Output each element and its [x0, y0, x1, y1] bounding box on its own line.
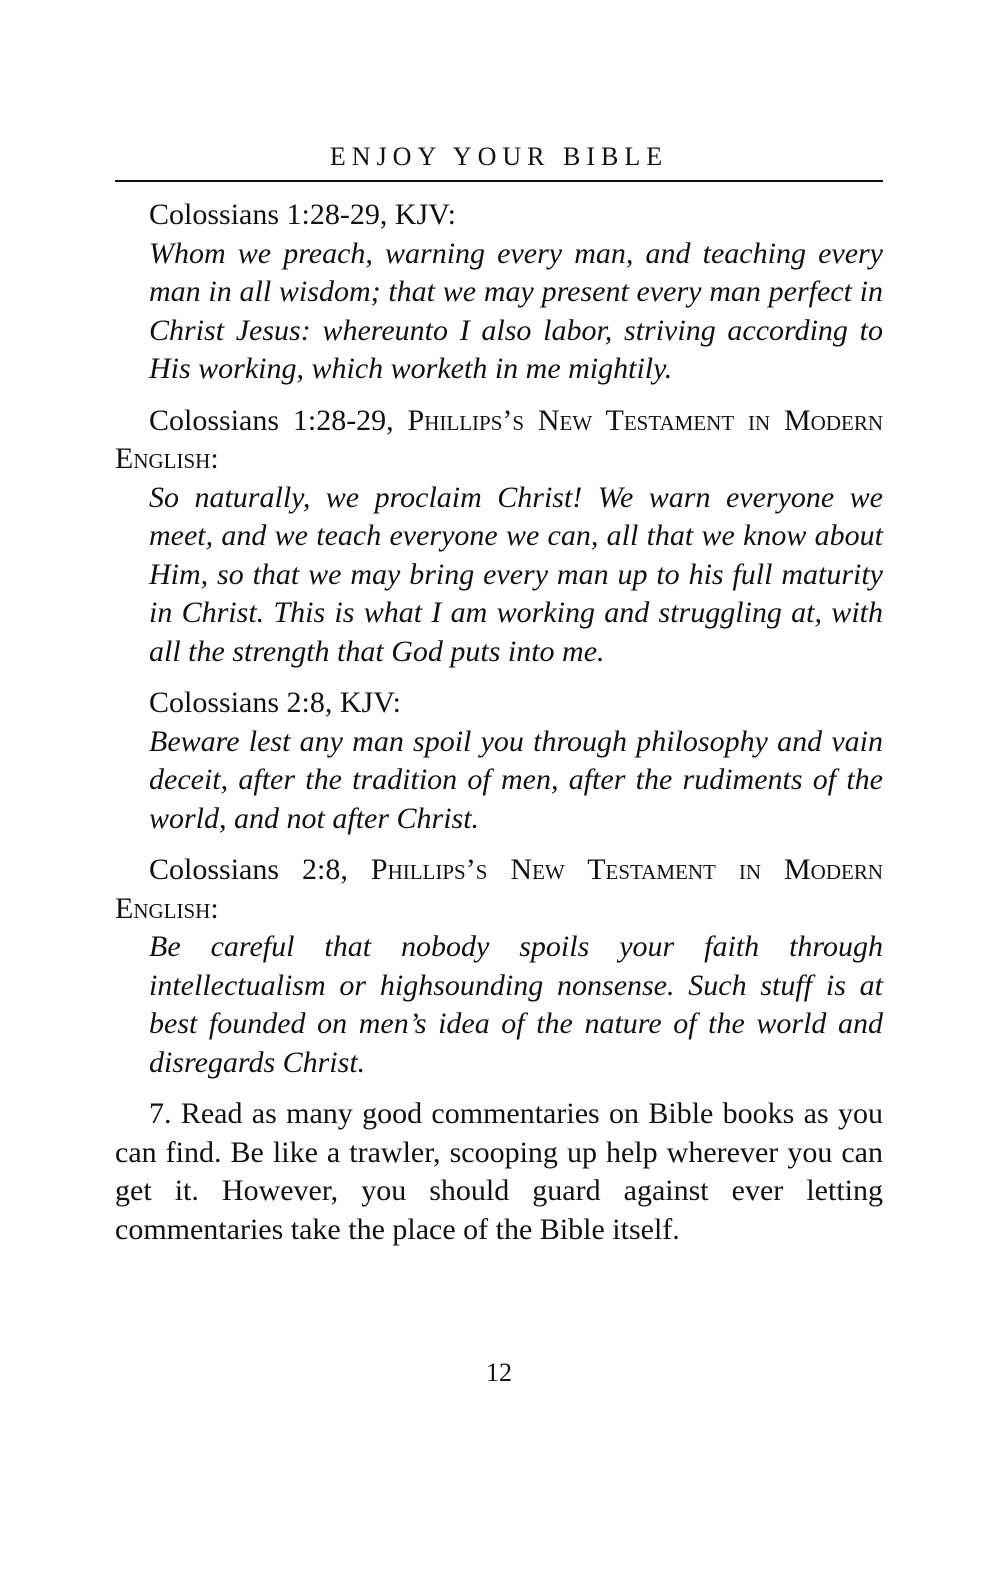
passage-text: So naturally, we proclaim Christ! We warn everyone we meet, and we teach everyone we can, all that we know about Him, so that we may bring every man up to his full maturity in Christ. This is what I am working and struggling at, with all the strength that God puts into me.: [149, 480, 883, 668]
body-paragraph: 7. Read as many good commentaries on Bible books as you can find. Be like a trawler, scooping up help wherever you can get it. However, you should guard against ever letting commentaries take the place of the Bible itself.: [115, 1097, 883, 1246]
passage-citation: [115, 402, 883, 479]
passage-reference: Colossians 1:28-29,: [149, 403, 394, 437]
header-rule: [115, 180, 883, 182]
passage-3: [115, 684, 883, 838]
passage-4: [115, 851, 883, 1082]
passage-citation: [115, 851, 883, 928]
passage-2: [115, 402, 883, 672]
passage-1: [115, 196, 883, 389]
passage-version: KJV:: [394, 198, 456, 231]
running-head: ENJOY YOUR BIBLE: [329, 142, 669, 171]
passage-text: Whom we preach, warning every man, and teaching every man in all wisdom; that we may present every man perfect in Christ Jesus: whereunto I also labor, striving according to His working, which worketh in me mightily.: [149, 236, 883, 385]
passage-version: Phillips’s New Testament in Modern English:: [115, 403, 883, 475]
passage-reference: Colossians 1:28-29,: [149, 198, 388, 231]
passage-citation: [115, 196, 883, 235]
passage-text: Beware lest any man spoil you through philosophy and vain deceit, after the tradition of men, after the rudiments of the world, and not after Christ.: [149, 724, 883, 835]
book-page: [115, 0, 883, 1592]
passage-version: KJV:: [339, 686, 401, 719]
passage-text: Be careful that nobody spoils your faith through intellectualism or highsounding nonsense. Such stuff is at best founded on men’s idea of the nature of the world and disregards Christ.: [149, 930, 883, 1079]
page-number: 12: [486, 1358, 512, 1387]
passage-reference: Colossians 2:8,: [149, 853, 348, 886]
page-content: [115, 196, 883, 1249]
passage-reference: Colossians 2:8,: [149, 686, 333, 719]
passage-citation: [115, 684, 883, 723]
passage-version: Phillips’s New Testament in Modern English:: [115, 853, 884, 925]
